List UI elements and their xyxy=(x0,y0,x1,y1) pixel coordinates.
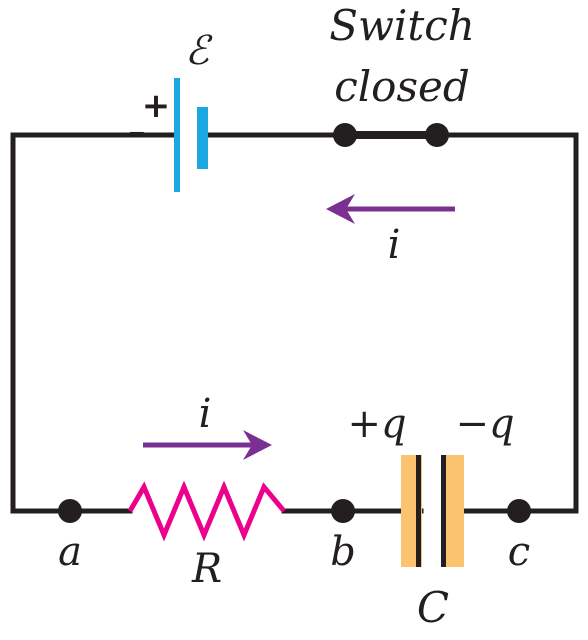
node-b-label: b xyxy=(330,529,356,575)
charge-minus-label: −q xyxy=(455,401,515,447)
capacitor-plate-right xyxy=(441,455,446,567)
current-label-top: i xyxy=(387,222,401,268)
battery-negative-plate xyxy=(197,107,208,169)
capacitor-label: C xyxy=(416,583,450,632)
battery-positive-plate xyxy=(174,78,180,192)
capacitor-plate-right-fill xyxy=(443,455,464,567)
battery xyxy=(174,78,208,192)
switch xyxy=(333,123,449,147)
circuit-wires xyxy=(13,135,576,511)
capacitor xyxy=(401,455,464,567)
node-c-label: c xyxy=(507,529,531,575)
switch-label-line2: closed xyxy=(334,62,470,111)
resistor-label: R xyxy=(191,546,223,592)
current-arrow-top xyxy=(326,194,455,224)
switch-terminal-right xyxy=(425,123,449,147)
node-a-dot xyxy=(58,499,82,523)
node-b-dot xyxy=(331,499,355,523)
node-c-dot xyxy=(507,499,531,523)
capacitor-plate-left xyxy=(416,455,421,567)
node-a-label: a xyxy=(58,529,82,575)
charge-plus-label: +q xyxy=(347,401,407,447)
battery-minus-sign: − xyxy=(127,121,147,146)
switch-label-line1: Switch xyxy=(329,1,475,50)
resistor xyxy=(130,487,284,535)
switch-terminal-left xyxy=(333,123,357,147)
current-label-bottom: i xyxy=(198,391,212,437)
emf-label: ℰ xyxy=(184,28,210,74)
battery-plus-sign: + xyxy=(141,86,171,126)
